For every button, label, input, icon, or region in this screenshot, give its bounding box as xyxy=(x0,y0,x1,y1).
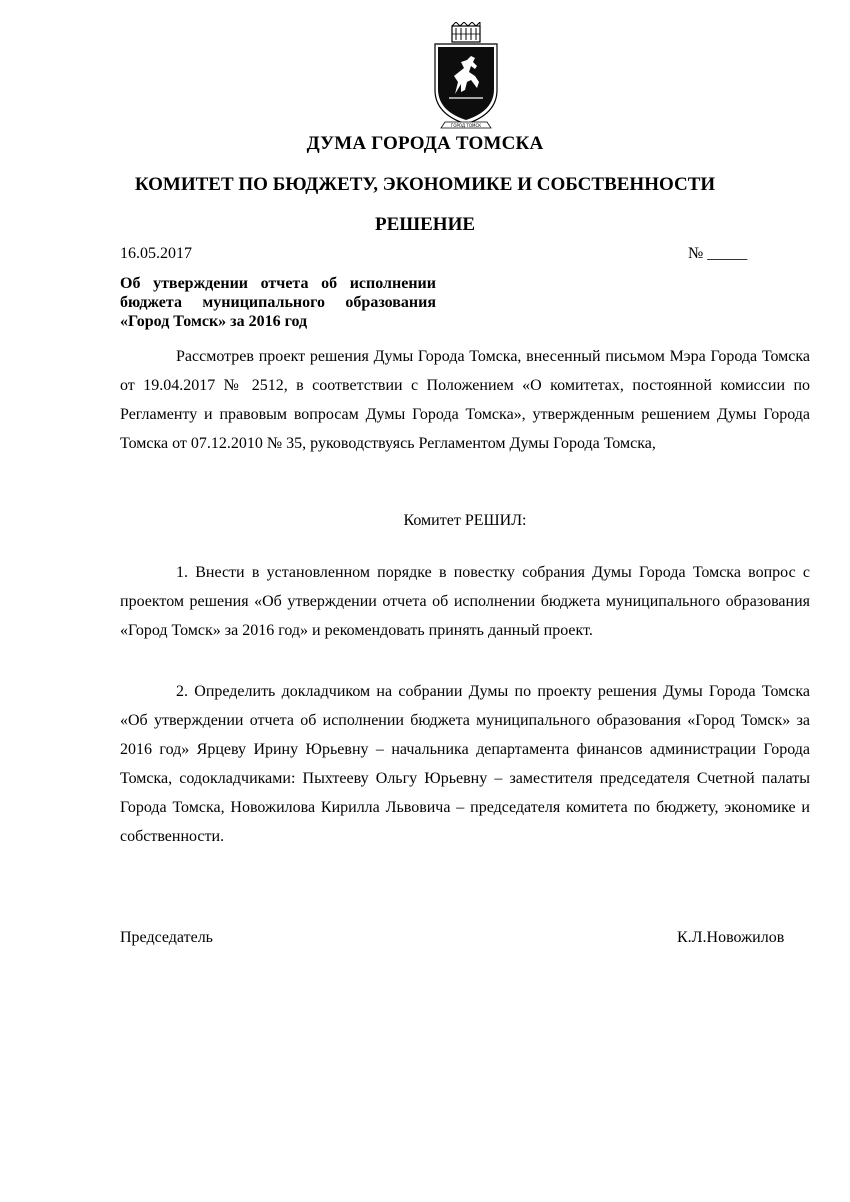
committee-title: КОМИТЕТ ПО БЮДЖЕТУ, ЭКОНОМИКЕ И СОБСТВЕННОСТИ xyxy=(134,174,716,195)
organization-title: ДУМА ГОРОДА ТОМСКА xyxy=(306,133,544,154)
emblem-caption: ГОРОД ТОМСК xyxy=(450,123,482,128)
document-subject: Об утверждении отчета об исполнении бюджета муниципального образования «Город Томск» за 2016 год xyxy=(120,275,436,330)
signature-name: К.Л.Новожилов xyxy=(677,929,785,946)
document-type-title: РЕШЕНИЕ xyxy=(374,214,476,235)
resolution-heading: Комитет РЕШИЛ: xyxy=(403,512,527,529)
preamble-paragraph: Рассмотрев проект решения Думы Города Томска, внесенный письмом Мэра Города Томска от 19.04.2017 № 2512, в соответствии с Положением «О комитетах, постоянной комиссии по Регламенту и правовым вопросам Думы Города Томска», утвержденным решением Думы Города Томска от 07.12.2010 № 35, руководствуясь Регламентом Думы Города Томска, xyxy=(120,348,810,452)
resolution-item-1: 1. Внести в установленном порядке в повестку собрания Думы Города Томска вопрос с проектом решения «Об утверждении отчета об исполнении бюджета муниципального образования «Город Томск» за 2016 год» и рекомендовать принять данный проект. xyxy=(120,564,810,639)
signature-label: Председатель xyxy=(120,929,213,946)
city-coat-of-arms-icon xyxy=(431,22,501,132)
document-date: 16.05.2017 xyxy=(120,245,192,262)
resolution-item-2: 2. Определить докладчиком на собрании Думы по проекту решения Думы Города Томска «Об утверждении отчета об исполнении бюджета муниципального образования «Город Томск» за 2016 год» Ярцеву Ирину Юрьевну – начальника департамента финансов администрации Города Томска, содокладчиками: Пыхтееву Ольгу Юрьевну – заместителя председателя Счетной палаты Города Томска, Новожилова Кирилла Львовича – председателя комитета по бюджету, экономике и собственности. xyxy=(120,683,810,845)
document-number: № _____ xyxy=(688,245,748,262)
